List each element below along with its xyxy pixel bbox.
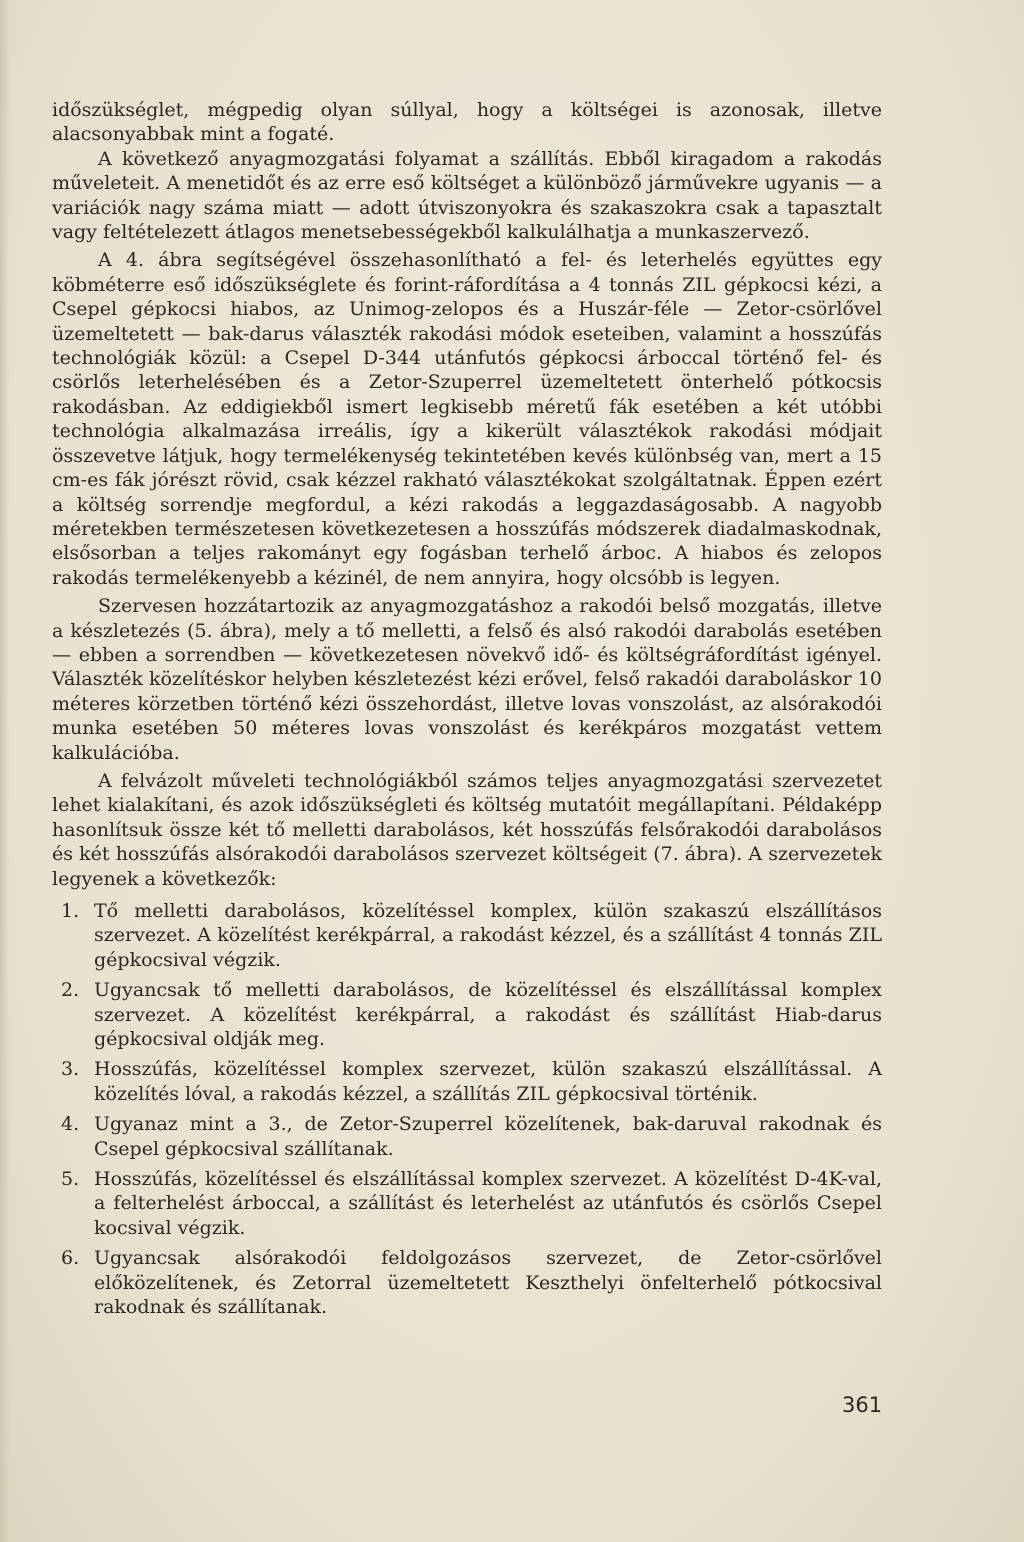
list-item [52,1246,882,1319]
paragraph-1: időszükséglet, mégpedig olyan súllyal, hogy a költségei is azonosak, illetve alacsonyabbak mint a fogaté. [52,99,882,146]
list-item-number: 4. [61,1113,80,1136]
list-item-text: Ugyanaz mint a 3., de Zetor-Szuperrel közelítenek, bak-daruval rakodnak és Csepel gépkocsival szállítanak. [94,1113,882,1160]
list-item [52,1057,882,1106]
paragraph-4: Szervesen hozzátartozik az anyagmozgatáshoz a rakodói belső mozgatás, illetve a készletezés (5. ábra), mely a tő melletti, a felső és alsó rakodói darabolás esetében — ebben a sorrendben — következetesen növekvő idő- és költségráfordítást igényel. Választék közelítéskor helyben készletezést kézi erővel, felső rakadói daraboláskor 10 méteres körzetben történő kézi összehordást, illetve lovas vonszolást, az alsórakodói munka esetében 50 méteres lovas vonszolást és kerékpáros mozgatást vettem kalkulációba. [52,595,882,764]
paragraph-2: A következő anyagmozgatási folyamat a szállítás. Ebből kiragadom a rakodás műveleteit. A menetidőt és az erre eső költséget a különböző járművekre ugyanis — a variációk nagy száma miatt — adott útviszonyokra és szakaszokra csak a tapasztalt vagy feltételezett átlagos menetsebességekből kalkulálhatja a munkaszervező. [52,147,882,244]
list-item [52,1112,882,1161]
list-item-text: Hosszúfás, közelítéssel komplex szervezet, külön szakaszú elszállítással. A közelítés lóval, a rakodás kézzel, a szállítás ZIL gépkocsival történik. [94,1058,882,1105]
list-item-text: Ugyancsak alsórakodói feldolgozásos szervezet, de Zetor-csörlővel előközelítenek, és Zetorral üzemeltetett Keszthelyi önfelterhelő pótkocsival rakodnak és szállítanak. [94,1247,882,1319]
paragraph-3: A 4. ábra segítségével összehasonlítható a fel- és leterhelés együttes egy köbméterre eső időszükséglete és forint-ráfordítása a 4 tonnás ZIL gépkocsi kézi, a Csepel gépkocsi hiabos, az Unimog-zelopos és a Huszár-féle — Zetor-csörlővel üzemeltetett — bak-darus választék rakodási módok eseteiben, valamint a hosszúfás technológiák közül: a Csepel D-344 utánfutós gépkocsi árboccal történő fel- és csörlős leterhelésében és a Zetor-Szuperrel üzemeltetett önterhelő pótkocsis rakodásban. Az eddigiekből ismert legkisebb méretű fák esetében a két utóbbi technológia alkalmazása irreális, így a kikerült választékok rakodási módjait összevetve látjuk, hogy termelékenység tekintetében kevés különbség van, mert a 15 cm-es fák jórészt rövid, csak kézzel rakható választékokat szolgáltatnak. Éppen ezért a költség sorrendje megfordul, a kézi rakodás a leggazdaságosabb. A nagyobb méretekben természetesen következetesen a hosszúfás módszerek diadalmaskodnak, elsősorban a teljes rakományt egy fogásban terhelő árboc. A hiabos és zelopos rakodás termelékenyebb a kézinél, de nem annyira, hogy olcsóbb is legyen. [52,249,882,589]
list-item-number: 1. [61,900,80,922]
list-item-text: Tő melletti darabolásos, közelítéssel komplex, külön szakaszú elszállításos szervezet. A közelítést kerékpárral, a rakodást kézzel, és a szállítást 4 tonnás ZIL gépkocsival végzik. [94,900,882,971]
paragraph-5: A felvázolt műveleti technológiákból számos teljes anyagmozgatási szervezetet lehet kialakítani, és azok időszükségleti és költség mutatóit megállapítani. Példaképp hasonlítsuk össze két tő melletti darabolásos, két hosszúfás felsőrakodói darabolásos és két hosszúfás alsórakodói darabolásos szervezet költségeit (7. ábra). A szervezetek legyenek a következők: [52,769,882,890]
list-item [52,1167,882,1240]
body-text [52,98,882,1326]
list-item-number: 2. [61,979,80,1002]
list-item-number: 3. [61,1058,80,1081]
list-item [52,978,882,1051]
list-item [52,899,882,972]
page-number: 361 [842,1393,883,1417]
organization-list [52,899,882,1320]
list-item-number: 5. [61,1168,80,1191]
page-edge-shadow [0,0,10,1542]
list-item-number: 6. [61,1247,80,1270]
list-item-text: Ugyancsak tő melletti darabolásos, de közelítéssel és elszállítással komplex szervezet. A közelítést kerékpárral, a rakodást és szállítást Hiab-darus gépkocsival oldják meg. [94,979,882,1051]
list-item-text: Hosszúfás, közelítéssel és elszállítással komplex szervezet. A közelítést D-4K-val, a felterhelést árboccal, a szállítást és leterhelést az utánfutós és csörlős Csepel kocsival végzik. [94,1168,882,1239]
